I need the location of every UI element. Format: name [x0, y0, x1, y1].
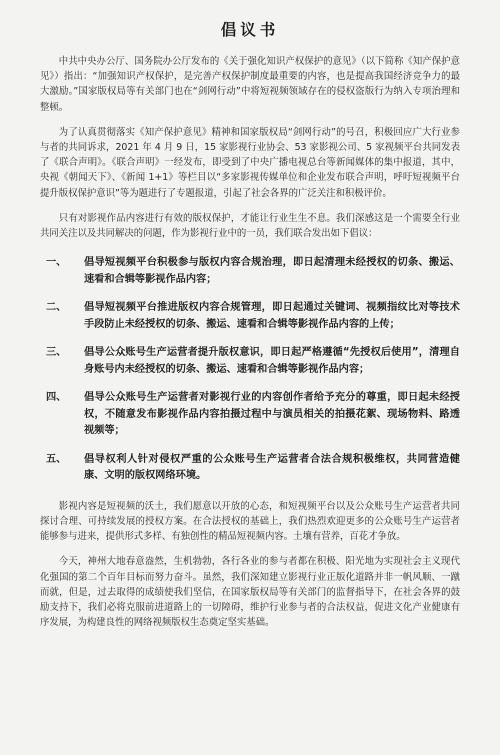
intro-paragraph-3: 只有对影视作品内容进行有效的版权保护，才能让行业生生不息。我们深感这是一个需要全行业共同关注以及共同解决的问题，作为影视行业中的一员，我们联合发出如下倡议：	[40, 212, 460, 240]
proposal-list	[40, 255, 460, 485]
proposal-text: 倡导短视频平台推进版权内容合规管理，即日起通过关键词、视频指纹比对等技术手段防止未经授权的切条、搬运、速看和合辑等影视作品内容的上传；	[84, 302, 460, 330]
proposal-number: 二、	[46, 302, 67, 314]
proposal-number: 五、	[46, 453, 67, 465]
closing-paragraph-1: 影视内容是短视频的沃土，我们愿意以开放的心态，和短视频平台以及公众账号生产运营者共同探讨合理、可持续发展的授权方案。在合法授权的基础上，我们热烈欢迎更多的公众账号生产运营者能够参与进来，提供形式多样、有独创性的精品短视频内容。土壤有营养，百花才争放。	[40, 500, 460, 543]
closing-paragraph-2: 今天，神州大地春意盎然，生机勃勃，各行各业的参与者都在积极、阳光地为实现社会主义现代化强国的第二个百年目标而努力奋斗。虽然，我们深知建立影视行业正版化道路并非一帆风顺、一蹴而就，但是，过去取得的成绩使我们坚信，在国家版权局等有关部门的监督指导下，在社会各界的鼓励支持下，我们必将克服前进道路上的一切障碍，维护行业参与者的合法权益，促进文化产业健康有序发展，为构建良性的网络视频版权生态奠定坚实基础。	[40, 556, 460, 629]
proposal-number: 一、	[46, 257, 67, 269]
proposal-item-5	[40, 452, 460, 485]
proposal-number: 三、	[46, 347, 67, 359]
intro-paragraph-1: 中共中央办公厅、国务院办公厅发布的《关于强化知识产权保护的意见》（以下简称《知产保护意见》）指出：“加强知识产权保护，是完善产权保护制度最重要的内容，也是提高我国经济竞争力的最大激励。”国家版权局等有关部门也在“剑网行动”中将短视频领域存在的侵权盗版行为纳入专项治理和整顿。	[40, 56, 460, 113]
proposal-text: 倡导公众账号生产运营者对影视行业的内容创作者给予充分的尊重，即日起未经授权，不随意发布影视作品内容拍摄过程中与演员相关的拍摄花絮、现场物料、路透视频等；	[84, 392, 460, 437]
proposal-text: 倡导权利人针对侵权严重的公众账号生产运营者合法合规积极维权，共同营造健康、文明的版权网络环境。	[84, 453, 460, 482]
intro-paragraph-2: 为了认真贯彻落实《知产保护意见》精神和国家版权局“剑网行动”的号召，积极回应广大行业参与者的共同诉求，2021 年 4 月 9 日，15 家影视行业协会、53 家影视公司、5 家视频平台共同发表了《联合声明》。《联合声明》一经发布，即受到了中央广播电视总台等新闻媒体的集中报道，其中，央视《朝闻天下》、《新闻 1+1》等栏目以“多家影视传媒单位和企业发布联合声明，呼吁短视频平台提升版权保护意识”等为题进行了专题报道，引起了社会各界的广泛关注和积极评价。	[40, 126, 460, 199]
proposal-number: 四、	[46, 392, 67, 404]
proposal-text: 倡导短视频平台积极参与版权内容合规治理，即日起清理未经授权的切条、搬运、速看和合辑等影视作品内容；	[84, 257, 460, 285]
proposal-item-1	[40, 255, 460, 288]
document-title: 倡议书	[220, 21, 280, 39]
proposal-item-4	[40, 390, 460, 440]
proposal-item-2	[40, 300, 460, 333]
proposal-text: 倡导公众账号生产运营者提升版权意识，即日起严格遵循“先授权后使用”，清理自身账号内未经授权的切条、搬运、速看和合辑等影视作品内容；	[84, 347, 460, 375]
proposal-item-3	[40, 345, 460, 378]
